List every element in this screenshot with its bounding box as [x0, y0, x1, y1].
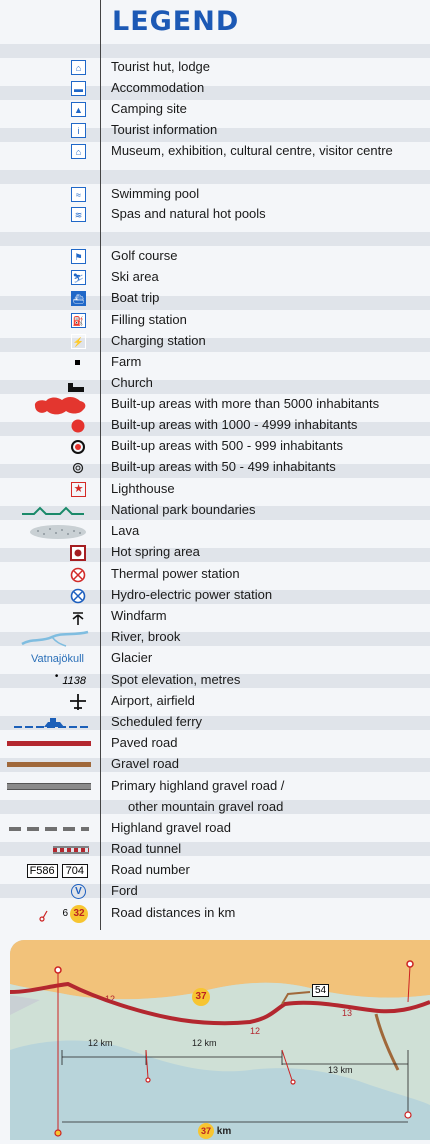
- farm-icon: [75, 360, 80, 365]
- target-dot-icon: [70, 439, 86, 455]
- legend-label: Airport, airfield: [111, 693, 195, 708]
- tent-icon: ▲: [71, 102, 86, 117]
- legend-label: Camping site: [111, 101, 187, 116]
- distance-label: 13 km: [328, 1065, 353, 1075]
- legend-label: River, brook: [111, 629, 181, 644]
- town-area-icon: [32, 393, 88, 417]
- legend-label: Road distances in km: [111, 905, 236, 920]
- legend-label: Windfarm: [111, 608, 167, 623]
- distance-sample-6: 6: [62, 908, 68, 919]
- legend-label: Gravel road: [111, 756, 179, 771]
- legend-row: [0, 78, 430, 99]
- legend-row: [0, 204, 430, 225]
- gravel-road-icon: [7, 762, 91, 767]
- charging-icon: ⚡: [71, 334, 86, 349]
- total-distance-badge: 37: [198, 1123, 214, 1139]
- distance-marker-icon: [38, 905, 62, 923]
- lava-icon: [28, 523, 88, 541]
- tunnel-icon: [51, 845, 91, 855]
- ski-icon: ⛷: [71, 270, 86, 285]
- legend-label: Scheduled ferry: [111, 714, 203, 729]
- legend-row: [0, 839, 430, 860]
- airport-icon: [69, 693, 87, 711]
- road-number-sample-704: 704: [62, 864, 88, 878]
- thermal-power-icon: [70, 567, 86, 583]
- legend-label: Thermal power station: [111, 566, 240, 581]
- legend-label: Hydro-electric power station: [111, 587, 273, 602]
- legend-label: Ski area: [111, 269, 159, 284]
- swimmer-icon: ≈: [71, 187, 86, 202]
- legend-row: [0, 479, 430, 500]
- legend-label: Paved road: [111, 735, 178, 750]
- road-number-sample-f586: F586: [27, 864, 58, 878]
- legend-row: [0, 141, 430, 162]
- legend-row: [0, 184, 430, 205]
- legend-row: [0, 606, 430, 627]
- legend-row: [0, 860, 430, 881]
- legend-label: Ford: [111, 883, 138, 898]
- distance-point: [55, 967, 61, 973]
- legend-row: [0, 648, 430, 669]
- legend-title: LEGEND: [112, 6, 240, 37]
- background-stripe: [0, 44, 430, 58]
- distance-sample-32: 32: [70, 905, 88, 923]
- legend-label: National park boundaries: [111, 502, 256, 517]
- ford-icon: V: [71, 884, 86, 899]
- total-distance-unit: km: [216, 1126, 232, 1137]
- park-boundary-icon: [20, 503, 86, 519]
- example-map-drawing: [10, 940, 430, 1140]
- boat-icon: ⛴: [71, 291, 86, 306]
- hot-spring-icon: [70, 545, 86, 561]
- legend-label: Swimming pool: [111, 186, 200, 201]
- legend-label: Golf course: [111, 248, 178, 263]
- legend-label: Built-up areas with 1000 - 4999 inhabitants: [111, 417, 358, 432]
- legend-label: Road number: [111, 862, 190, 877]
- legend-row: [0, 500, 430, 521]
- legend-label: Tourist information: [111, 122, 218, 137]
- legend-label: Accommodation: [111, 80, 205, 95]
- legend-row: [0, 120, 430, 141]
- elevation-sample-label: 1138: [62, 674, 86, 687]
- ferry-icon: [12, 714, 90, 732]
- legend-label: Hot spring area: [111, 544, 200, 559]
- legend-label: Highland gravel road: [111, 820, 231, 835]
- legend-row: [0, 733, 430, 754]
- legend-row: [0, 564, 430, 585]
- background-stripe: [0, 170, 430, 184]
- legend-label: Lava: [111, 523, 140, 538]
- legend-label: Tourist hut, lodge: [111, 59, 211, 74]
- windfarm-icon: [70, 608, 86, 626]
- legend-label: Built-up areas with more than 5000 inhabitants: [111, 396, 380, 411]
- legend-row: [0, 542, 430, 563]
- legend-label: Built-up areas with 500 - 999 inhabitants: [111, 438, 343, 453]
- segment-label: 12: [250, 1026, 261, 1036]
- segment-label: 12: [105, 994, 116, 1004]
- elevation-dot-icon: •: [54, 671, 59, 682]
- segment-label: 13: [342, 1008, 353, 1018]
- legend-label: Primary highland gravel road /: [111, 778, 285, 793]
- example-map: [10, 940, 430, 1140]
- small-circle-icon: [70, 460, 86, 476]
- legend-row: [0, 903, 430, 924]
- legend-label: Built-up areas with 50 - 499 inhabitants: [111, 459, 336, 474]
- legend-row: [0, 415, 430, 436]
- legend-row: [0, 691, 430, 712]
- distance-label: 12 km: [88, 1038, 113, 1048]
- legend-row: [0, 818, 430, 839]
- legend-row: [0, 246, 430, 267]
- legend-label: Spot elevation, metres: [111, 672, 241, 687]
- legend-label: Farm: [111, 354, 142, 369]
- legend-row: [0, 288, 430, 309]
- river-icon: [20, 628, 90, 648]
- distance-point: [55, 1130, 61, 1136]
- lighthouse-icon: ★: [71, 482, 86, 497]
- legend-row: [0, 436, 430, 457]
- legend-label: Lighthouse: [111, 481, 175, 496]
- legend-row: [0, 881, 430, 902]
- legend-row: [0, 776, 430, 797]
- background-stripe: [0, 232, 430, 246]
- info-icon: i: [71, 123, 86, 138]
- golf-icon: ⚑: [71, 249, 86, 264]
- legend-row: [0, 670, 430, 691]
- red-dot-icon: [70, 418, 86, 434]
- legend-label: other mountain gravel road: [128, 799, 284, 814]
- legend-label: Charging station: [111, 333, 206, 348]
- legend-label: Boat trip: [111, 290, 160, 305]
- legend-label: Road tunnel: [111, 841, 182, 856]
- legend-row: [0, 585, 430, 606]
- legend-label: Church: [111, 375, 153, 390]
- legend-row: [0, 521, 430, 542]
- legend-row: [0, 99, 430, 120]
- legend-label: Filling station: [111, 312, 187, 327]
- road-number-badge-54: 54: [312, 984, 329, 997]
- legend-row: [0, 331, 430, 352]
- legend-row: [0, 310, 430, 331]
- legend-row: [0, 797, 430, 818]
- legend-row: [0, 754, 430, 775]
- hut-icon: ⌂: [71, 60, 86, 75]
- distance-label: 12 km: [192, 1038, 217, 1048]
- legend-row: [0, 352, 430, 373]
- legend-label: Spas and natural hot pools: [111, 206, 266, 221]
- church-icon: [66, 375, 86, 393]
- legend-row: [0, 57, 430, 78]
- glacier-sample-label: Vatnajökull: [31, 652, 84, 665]
- legend-row: [0, 627, 430, 648]
- legend-row: [0, 373, 430, 394]
- spa-icon: ≋: [71, 207, 86, 222]
- highland-road-icon: [7, 824, 91, 834]
- museum-icon: ⌂: [71, 144, 86, 159]
- hydro-power-icon: [70, 588, 86, 604]
- legend-row: [0, 267, 430, 288]
- bed-icon: ▬: [71, 81, 86, 96]
- legend-label: Glacier: [111, 650, 153, 665]
- legend-row: [0, 712, 430, 733]
- legend-row: [0, 394, 430, 415]
- fuel-icon: ⛽: [71, 313, 86, 328]
- road-number-badge-37: 37: [192, 988, 210, 1006]
- legend-row: [0, 457, 430, 478]
- total-distance-label: [198, 1123, 231, 1139]
- highland-primary-road-icon: [7, 783, 91, 790]
- paved-road-icon: [7, 741, 91, 746]
- legend-label: Museum, exhibition, cultural centre, visitor centre: [111, 143, 393, 158]
